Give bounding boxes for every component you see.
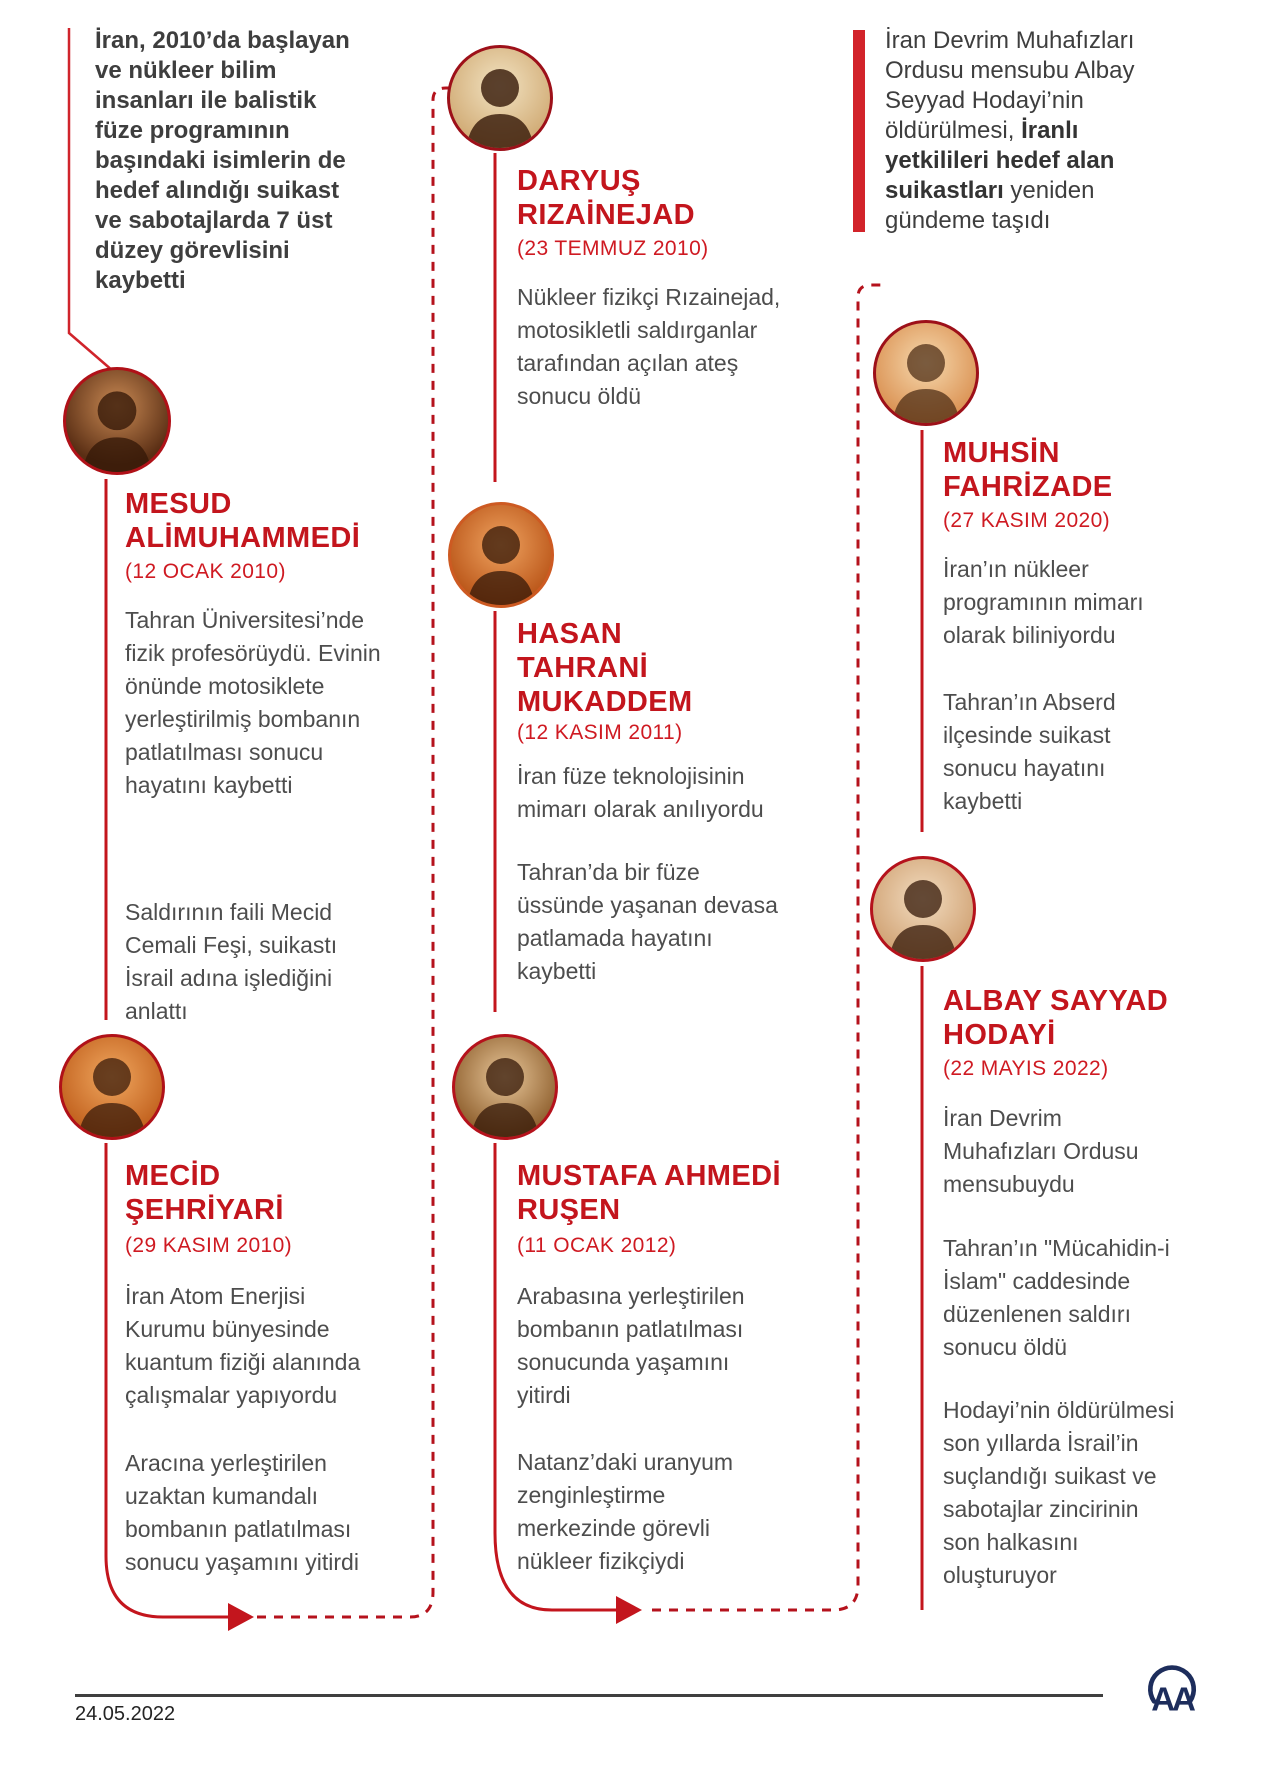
person-paragraph: İran füze teknolojisinin mimarı olarak anılıyordu: [517, 763, 764, 822]
person-date: (11 OCAK 2012): [517, 1234, 677, 1257]
person-paragraph: İran Atom Enerjisi Kurumu bünyesinde kuantum fiziği alanında çalışmalar yapıyordu: [125, 1283, 361, 1408]
aa-logo-text: AA: [1151, 1681, 1193, 1718]
person-paragraph: Natanz’daki uranyum zenginleştirme merkezinde görevli nükleer fizikçiydi: [517, 1449, 734, 1574]
person-paragraph: Tahran’da bir füze üssünde yaşanan devasa patlamada hayatını kaybetti: [517, 859, 778, 984]
person-name-mecid-sehriyari: MECİD ŞEHRİYARİ: [125, 1160, 284, 1226]
intro-right-text: [885, 26, 1185, 236]
person-silhouette-icon: [66, 370, 168, 472]
person-silhouette-icon: [876, 323, 976, 423]
person-paragraph: İran’ın nükleer programının mimarı olarak biliniyordu: [943, 556, 1144, 648]
person-paragraph: Nükleer fizikçi Rızainejad, motosikletli saldırganlar tarafından açılan ateş sonucu öldü: [517, 284, 781, 409]
person-name-mustafa-ahmedi-rusen: MUSTAFA AHMEDİ RUŞEN: [517, 1160, 781, 1226]
footer-date: 24.05.2022: [75, 1703, 176, 1725]
person-name-albay-sayyad-hodayi: ALBAY SAYYAD HODAYİ: [943, 985, 1169, 1051]
intro-right-post: yeniden gündeme taşıdı: [885, 177, 1095, 234]
person-name-hasan-tahrani-mukaddem: HASAN TAHRANİ MUKADDEM: [517, 618, 693, 718]
person-paragraph: Hodayi’nin öldürülmesi son yıllarda İsrail’in suçlandığı suikast ve sabotajlar zincirinin son halkasını oluşturuyor: [943, 1397, 1175, 1588]
person-silhouette-icon: [455, 1037, 555, 1137]
portrait-hasan-tahrani-mukaddem: [448, 502, 554, 608]
person-date: (12 KASIM 2011): [517, 721, 683, 744]
intro-left-text: İran, 2010’da başlayan ve nükleer bilim insanları ile balistik füze programının başındaki isimlerin de hedef alındığı suikast ve sabotajlarda 7 üst düzey görevlisini kaybetti: [95, 27, 350, 294]
person-silhouette-icon: [450, 48, 550, 148]
intro-right-pre: İran Devrim Muhafızları Ordusu mensubu Albay Seyyad Hodayi’nin öldürülmesi,: [885, 27, 1135, 144]
intro-right-bold: İranlı yetkilileri hedef alan suikastları: [885, 117, 1115, 204]
person-date: (22 MAYIS 2022): [943, 1057, 1109, 1080]
person-name-muhsin-fahrizade: MUHSİN FAHRİZADE: [943, 437, 1113, 503]
flow-arrowhead-left: [228, 1603, 254, 1631]
person-paragraph: Aracına yerleştirilen uzaktan kumandalı bombanın patlatılması sonucu yaşamını yitirdi: [125, 1450, 359, 1575]
person-paragraph: Tahran’ın Abserd ilçesinde suikast sonucu hayatını kaybetti: [943, 689, 1116, 814]
person-paragraph: İran Devrim Muhafızları Ordusu mensubuydu: [943, 1105, 1139, 1197]
person-date: (29 KASIM 2010): [125, 1234, 293, 1257]
portrait-daryus-rizainejad: [447, 45, 553, 151]
person-paragraph: Arabasına yerleştirilen bombanın patlatılması sonucunda yaşamını yitirdi: [517, 1283, 745, 1408]
portrait-mesud-alimuhammedi: [63, 367, 171, 475]
anadolu-agency-logo: [1140, 1662, 1202, 1718]
person-silhouette-icon: [62, 1037, 162, 1137]
person-silhouette-icon: [451, 505, 551, 605]
person-paragraph: Tahran’ın "Mücahidin-i İslam" caddesinde düzenlenen saldırı sonucu öldü: [943, 1235, 1170, 1360]
portrait-mecid-sehriyari: [59, 1034, 165, 1140]
portrait-albay-sayyad-hodayi: [870, 856, 976, 962]
person-name-mesud-alimuhammedi: MESUD ALİMUHAMMEDİ: [125, 488, 361, 554]
person-name-daryus-rizainejad: DARYUŞ RIZAİNEJAD: [517, 165, 696, 231]
footer-divider-line: [75, 1694, 1103, 1697]
portrait-muhsin-fahrizade: [873, 320, 979, 426]
person-silhouette-icon: [873, 859, 973, 959]
person-paragraph: Tahran Üniversitesi’nde fizik profesörüydü. Evinin önünde motosiklete yerleştirilmiş bombanın patlatılması sonucu hayatını kaybetti: [125, 607, 381, 798]
person-date: (23 TEMMUZ 2010): [517, 237, 709, 260]
person-paragraph: Saldırının faili Mecid Cemali Feşi, suikastı İsrail adına işlediğini anlattı: [125, 899, 338, 1024]
flow-arrowhead-middle: [616, 1596, 642, 1624]
person-date: (12 OCAK 2010): [125, 560, 286, 583]
person-date: (27 KASIM 2020): [943, 509, 1111, 532]
red-accent-bar: [853, 30, 865, 232]
portrait-mustafa-ahmedi-rusen: [452, 1034, 558, 1140]
